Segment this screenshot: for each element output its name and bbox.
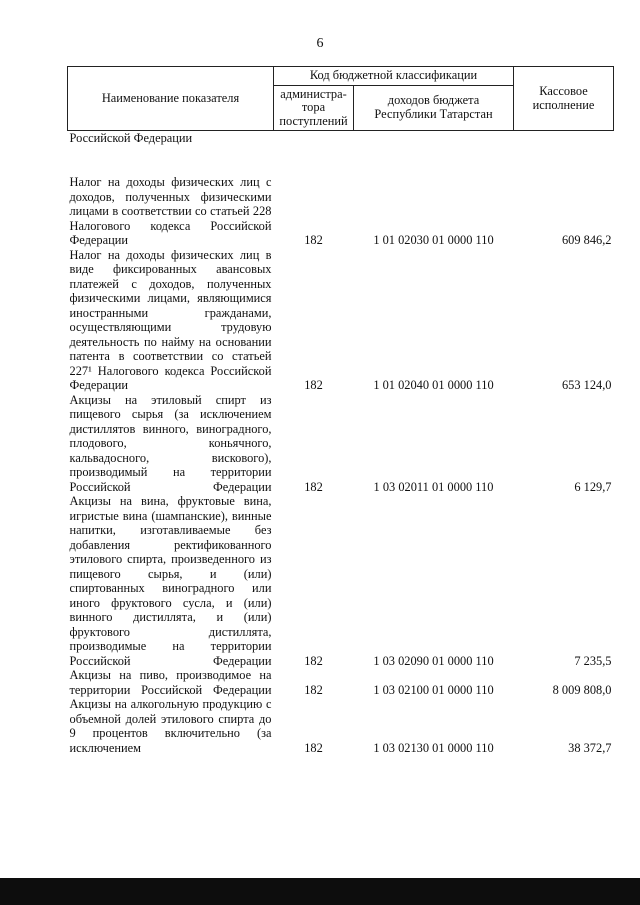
row-name: Акцизы на вина, фруктовые вина, игристые вина (шампанские), винные напитки, изготавливаемые без добавления ректификованного этилового спирта, произведенного из пищевого сырья, и (или) спиртованных виноградного или иного фруктового сусла, и (или) винного дистиллята, и (или) фруктового дистиллята, производимые на территории Российской Федерации	[69, 494, 272, 668]
row-revenue-code: 1 03 02130 01 0000 110	[373, 740, 494, 755]
row-revenue-code: 1 01 02040 01 0000 110	[373, 378, 494, 392]
table-header	[68, 67, 614, 131]
row-name: Налог на доходы физических лиц с доходов, полученных физическими лицами в соответствии со статьей 228 Налогового кодекса Российской Федерации	[69, 175, 272, 247]
row-execution: 7 235,5	[574, 653, 612, 668]
row-revenue-code: 1 01 02030 01 0000 110	[373, 233, 494, 247]
row-revenue-code: 1 03 02011 01 0000 110	[373, 479, 494, 494]
table-row	[68, 697, 614, 755]
row-execution: 6 129,7	[574, 479, 612, 494]
scan-bottom-edge	[0, 878, 640, 905]
table-row	[68, 393, 614, 495]
header-code-group: Код бюджетной классификации	[274, 67, 514, 86]
table-row	[68, 668, 614, 697]
table-body	[68, 131, 614, 756]
header-name: Наименование показателя	[68, 67, 274, 131]
row-admin-code: 182	[304, 682, 323, 697]
row-lead-name: Российской Федерации	[69, 131, 193, 145]
row-admin-code: 182	[304, 740, 323, 755]
row-execution: 8 009 808,0	[552, 682, 612, 697]
budget-table	[67, 66, 614, 755]
row-admin-code: 182	[304, 479, 323, 494]
row-name: Налог на доходы физических лиц в виде фиксированных авансовых платежей с доходов, полученных физическими лицами, являющимися иностранными гражданами, осуществляющими трудовую деятельность по найму на основании патента в соответствии со статьей 227¹ Налогового кодекса Российской Федерации	[69, 247, 272, 392]
header-execution: Кассовое исполнение	[514, 67, 614, 131]
row-admin-code: 182	[304, 653, 323, 668]
row-execution: 653 124,0	[561, 378, 612, 392]
row-name: Акцизы на алкогольную продукцию с объемной долей этилового спирта до 9 процентов включительно (за исключением	[69, 697, 272, 755]
table-row	[68, 248, 614, 393]
table-row-lead	[68, 131, 614, 146]
table-row	[68, 146, 614, 248]
row-execution: 609 846,2	[561, 233, 612, 247]
row-admin-code: 182	[304, 233, 323, 247]
row-name: Акцизы на пиво, производимое на территории Российской Федерации	[69, 668, 272, 697]
row-revenue-code: 1 03 02100 01 0000 110	[373, 682, 494, 697]
row-execution: 38 372,7	[568, 740, 612, 755]
row-revenue-code: 1 03 02090 01 0000 110	[373, 653, 494, 668]
row-name: Акцизы на этиловый спирт из пищевого сырья (за исключением дистиллятов винного, виноградного, плодового, коньячного, кальвадосного, вискового), производимый на территории Российской Федерации	[69, 392, 272, 494]
page-number: 6	[316, 36, 324, 51]
row-admin-code: 182	[304, 378, 323, 392]
header-revenue: доходов бюджета Республики Татарстан	[354, 85, 514, 131]
header-admin: администра-тора поступлений	[274, 85, 354, 131]
table-row	[68, 494, 614, 668]
